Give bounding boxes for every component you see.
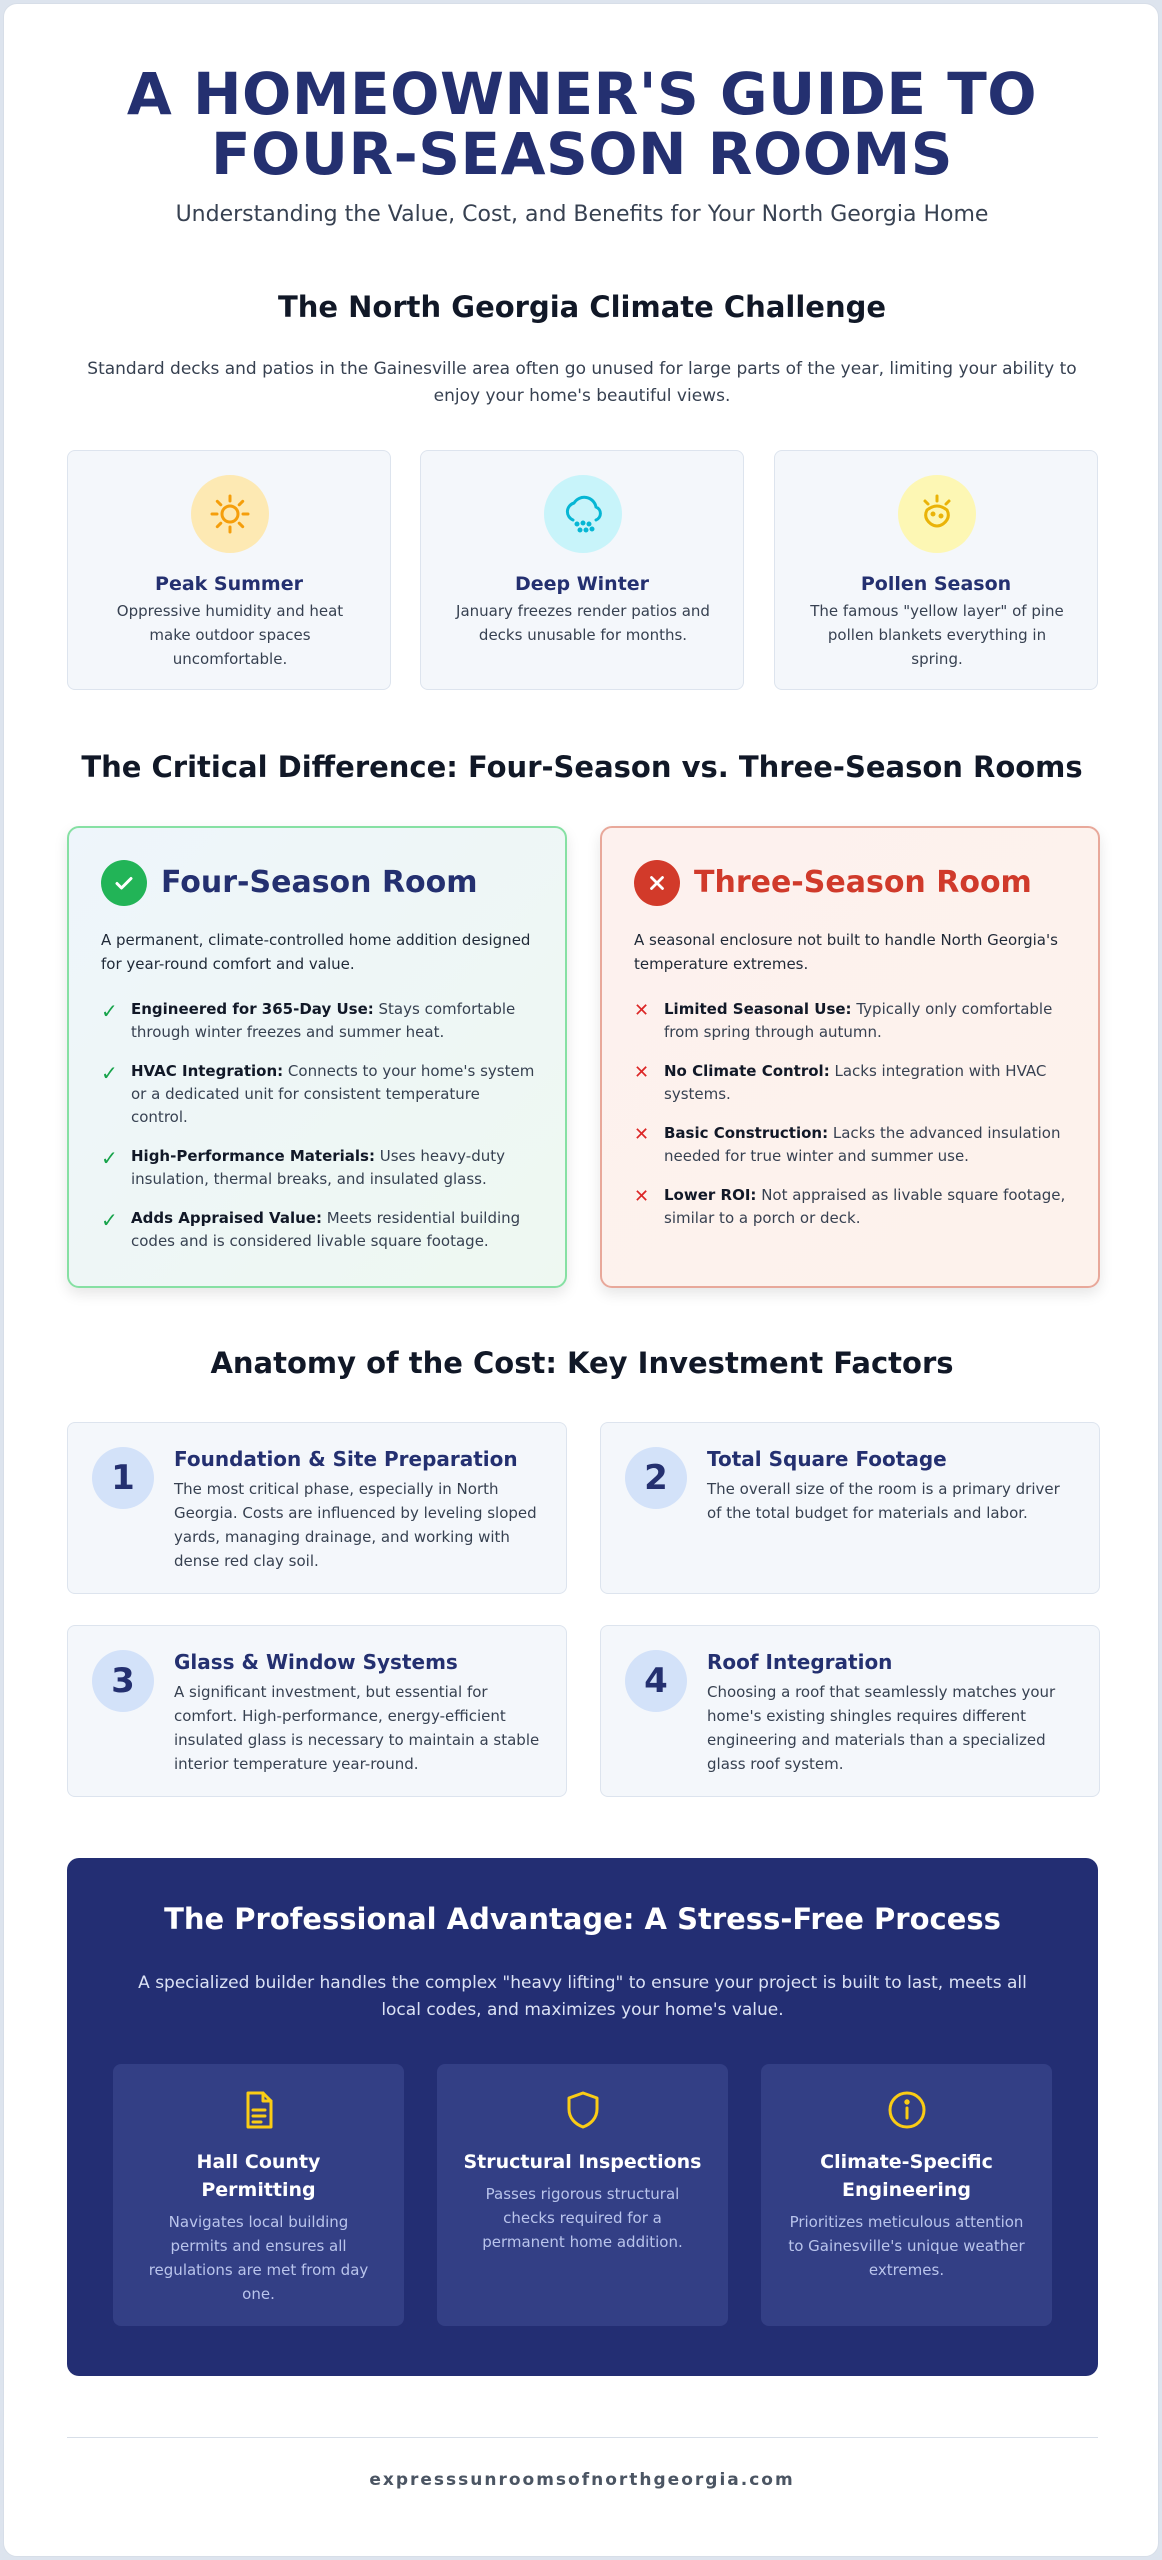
advantage-card-title-line1: Structural Inspections — [463, 2151, 702, 2173]
list-item — [101, 998, 541, 1044]
cost-factor-desc: Choosing a roof that seamlessly matches your home's existing shingles requires different engineering and materials than a specialized glass roof system. — [707, 1683, 1056, 1773]
sun-icon — [191, 475, 269, 553]
list-item — [634, 1122, 1074, 1168]
advantage-panel — [67, 1858, 1098, 2376]
climate-card-title: Peak Summer — [155, 573, 303, 595]
climate-card-title: Deep Winter — [514, 573, 650, 595]
climate-card-desc: Oppressive humidity and heat make outdoor spaces uncomfortable. — [116, 602, 344, 668]
page-subtitle: Understanding the Value, Cost, and Benefits for Your North Georgia Home — [175, 202, 989, 227]
feature-label: Basic Construction: — [664, 1124, 829, 1142]
cost-factor-card — [600, 1625, 1100, 1797]
feature-label: Limited Seasonal Use: — [664, 1000, 852, 1018]
climate-card-winter — [420, 450, 744, 690]
three-season-feature-list — [634, 998, 1074, 1230]
snow-cloud-icon — [544, 475, 622, 553]
feature-label: Engineered for 365-Day Use: — [131, 1000, 374, 1018]
three-season-title: Three-Season Room — [694, 865, 1032, 900]
feature-text: Meets residential building codes and is considered livable square footage. — [131, 1209, 521, 1250]
cost-factor-number: 1 — [92, 1447, 154, 1509]
x-icon: ✕ — [634, 1186, 650, 1207]
x-circle-icon — [634, 860, 680, 906]
climate-section-title: The North Georgia Climate Challenge — [277, 290, 887, 324]
check-icon: ✓ — [101, 1146, 118, 1170]
feature-label: Lower ROI: — [664, 1186, 757, 1204]
cost-section-title: Anatomy of the Cost: Key Investment Factors — [210, 1346, 954, 1380]
feature-text: Lacks the advanced insulation needed for true winter and summer use. — [664, 1124, 1061, 1165]
list-item — [634, 998, 1074, 1044]
cost-factor-card — [67, 1422, 567, 1594]
cost-factor-number: 3 — [92, 1650, 154, 1712]
advantage-card-desc: Navigates local building permits and ensures all regulations are met from day one. — [148, 2213, 369, 2303]
check-icon: ✓ — [101, 1208, 118, 1232]
check-icon: ✓ — [101, 999, 118, 1023]
page-title-line2: FOUR-SEASON ROOMS — [210, 120, 954, 188]
cost-factor-title: Glass & Window Systems — [174, 1650, 458, 1674]
feature-label: No Climate Control: — [664, 1062, 830, 1080]
climate-intro: Standard decks and patios in the Gainesville area often go unused for large parts of the year, limiting your ability to enjoy your home's beautiful views. — [87, 359, 1077, 406]
cost-factor-card — [67, 1625, 567, 1797]
climate-card-summer — [67, 450, 391, 690]
check-icon: ✓ — [101, 1061, 118, 1085]
advantage-card-title-line1: Hall County — [196, 2151, 321, 2173]
climate-card-title: Pollen Season — [860, 573, 1012, 595]
pollen-icon — [898, 475, 976, 553]
list-item — [101, 1060, 541, 1129]
cost-factor-number: 2 — [625, 1447, 687, 1509]
advantage-card-title-line1: Climate-Specific — [820, 2151, 993, 2173]
comparison-section-title: The Critical Difference: Four-Season vs. Three-Season Rooms — [81, 750, 1083, 784]
feature-text: Not appraised as livable square footage, similar to a porch or deck. — [664, 1186, 1066, 1227]
climate-card-desc: January freezes render patios and decks unusable for months. — [456, 602, 710, 644]
cost-factor-title: Total Square Footage — [707, 1447, 947, 1471]
feature-text: Lacks integration with HVAC systems. — [664, 1062, 1047, 1103]
check-circle-icon — [101, 860, 147, 906]
feature-text: Connects to your home's system or a dedicated unit for consistent temperature control. — [131, 1062, 535, 1126]
document-icon — [237, 2088, 281, 2132]
advantage-title: The Professional Advantage: A Stress-Free Process — [164, 1902, 1001, 1936]
climate-card-pollen — [774, 450, 1098, 690]
advantage-card-title-line2: Permitting — [201, 2179, 316, 2201]
list-item — [634, 1060, 1074, 1106]
three-season-card — [600, 826, 1100, 1288]
feature-text: Stays comfortable through winter freezes and summer heat. — [131, 1000, 516, 1041]
feature-label: HVAC Integration: — [131, 1062, 284, 1080]
x-icon: ✕ — [634, 1000, 650, 1021]
cost-factor-title: Roof Integration — [707, 1650, 893, 1674]
feature-label: High-Performance Materials: — [131, 1147, 375, 1165]
advantage-card-engineering — [761, 2064, 1052, 2326]
advantage-card-title — [457, 2148, 708, 2176]
list-item — [634, 1184, 1074, 1230]
advantage-card-permitting — [113, 2064, 404, 2326]
cost-factor-desc: A significant investment, but essential for comfort. High-performance, energy-efficient insulated glass is necessary to maintain a stable interior temperature year-round. — [174, 1683, 540, 1773]
shield-icon — [561, 2088, 605, 2132]
page-title — [4, 60, 1160, 188]
cost-factor-card — [600, 1422, 1100, 1594]
advantage-card-desc: Passes rigorous structural checks required for a permanent home addition. — [482, 2185, 683, 2251]
climate-card-desc: The famous "yellow layer" of pine pollen blankets everything in spring. — [810, 602, 1064, 668]
cost-factor-title: Foundation & Site Preparation — [174, 1447, 518, 1471]
four-season-feature-list — [101, 998, 541, 1253]
feature-text: Uses heavy-duty insulation, thermal breaks, and insulated glass. — [131, 1147, 505, 1188]
page — [3, 3, 1159, 2557]
advantage-card-title — [781, 2148, 1032, 2204]
list-item — [101, 1207, 541, 1253]
list-item — [101, 1145, 541, 1191]
footer-divider — [67, 2437, 1098, 2438]
page-title-line1: A HOMEOWNER'S GUIDE TO — [126, 60, 1038, 128]
x-icon: ✕ — [634, 1124, 650, 1145]
feature-label: Adds Appraised Value: — [131, 1209, 322, 1227]
feature-text: Typically only comfortable from spring through autumn. — [664, 1000, 1053, 1041]
four-season-desc: A permanent, climate-controlled home addition designed for year-round comfort and value. — [101, 931, 531, 973]
cost-factor-desc: The overall size of the room is a primary driver of the total budget for materials and labor. — [707, 1480, 1060, 1522]
cost-factor-desc: The most critical phase, especially in North Georgia. Costs are influenced by leveling sloped yards, managing drainage, and working with dense red clay soil. — [174, 1480, 537, 1570]
advantage-card-title-line2: Engineering — [842, 2179, 971, 2201]
advantage-card-title — [133, 2148, 384, 2204]
three-season-desc: A seasonal enclosure not built to handle North Georgia's temperature extremes. — [634, 931, 1058, 973]
info-icon — [885, 2088, 929, 2132]
four-season-title: Four-Season Room — [161, 865, 478, 900]
footer-site-link[interactable]: expresssunroomsofnorthgeorgia.com — [369, 2470, 795, 2490]
x-icon: ✕ — [634, 1062, 650, 1083]
advantage-card-inspections — [437, 2064, 728, 2326]
advantage-card-desc: Prioritizes meticulous attention to Gainesville's unique weather extremes. — [788, 2213, 1025, 2279]
advantage-intro: A specialized builder handles the complex "heavy lifting" to ensure your project is built to last, meets all local codes, and maximizes your home's value. — [138, 1973, 1027, 2020]
cost-factor-number: 4 — [625, 1650, 687, 1712]
four-season-card — [67, 826, 567, 1288]
